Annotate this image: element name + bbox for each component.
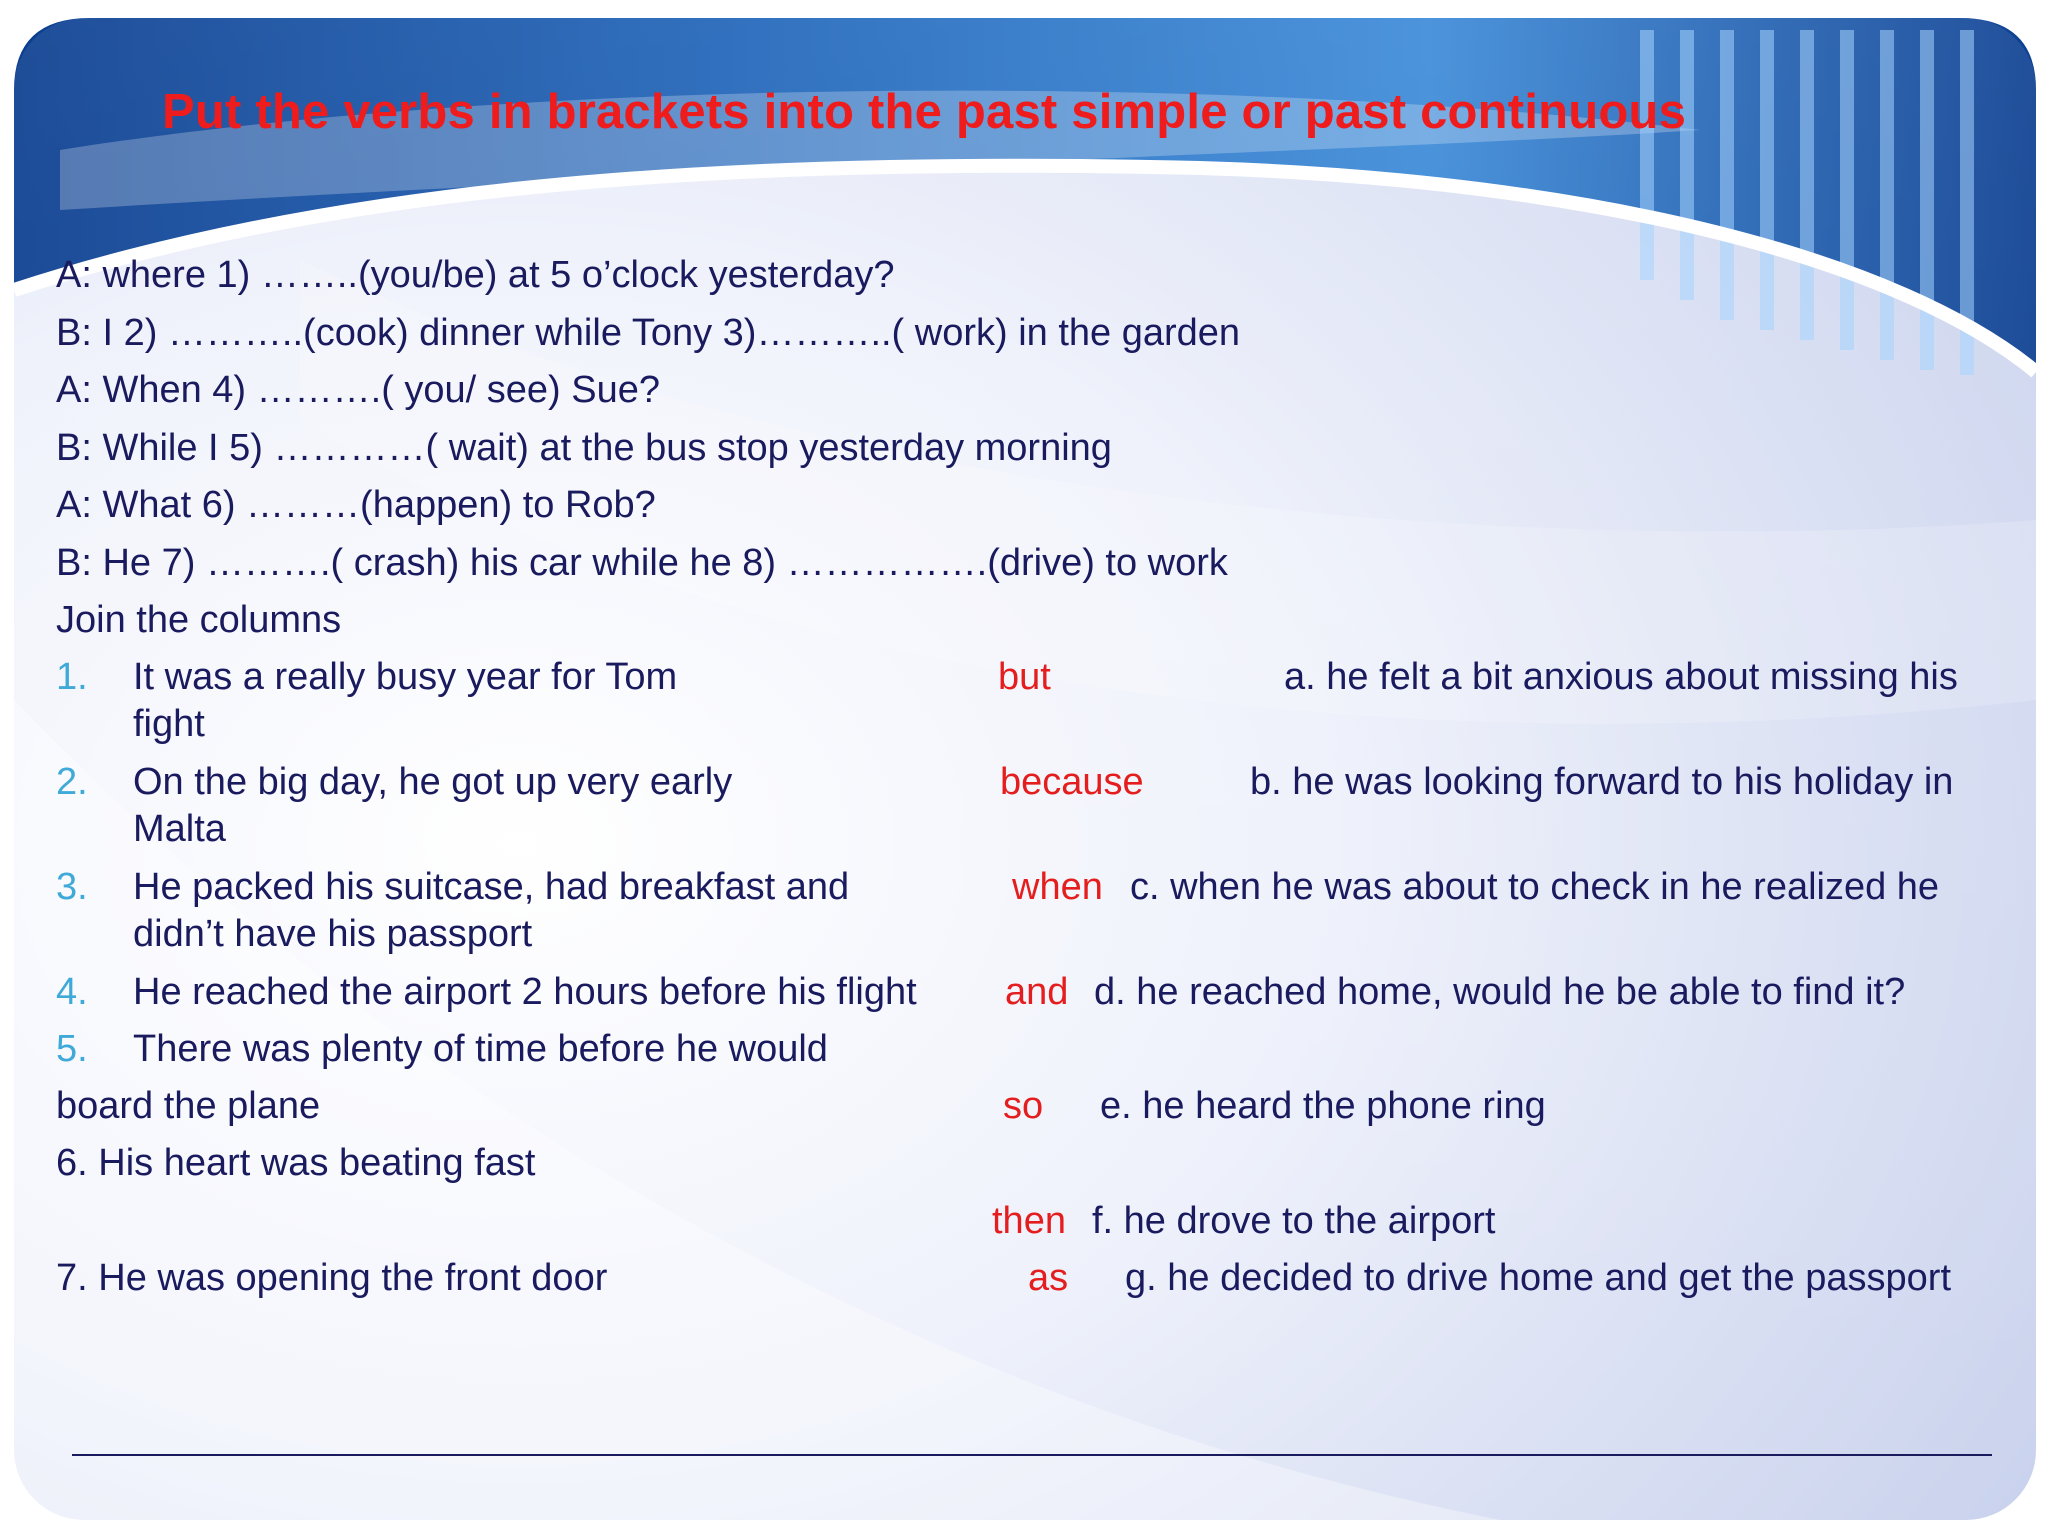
right-item-a: a. he felt a bit anxious about missing his xyxy=(1284,656,1958,698)
left-item-1-cont: fight xyxy=(133,703,205,745)
item-number-3: 3. xyxy=(56,866,88,908)
right-item-e: e. he heard the phone ring xyxy=(1100,1085,1546,1127)
right-item-b: b. he was looking forward to his holiday in xyxy=(1250,761,1954,803)
left-item-1: It was a really busy year for Tom xyxy=(133,656,678,698)
dialogue-line-1: A: where 1) ……..(you/be) at 5 o’clock yesterday? xyxy=(56,254,895,296)
left-item-3: He packed his suitcase, had breakfast and xyxy=(133,866,850,908)
left-item-2: On the big day, he got up very early xyxy=(133,761,733,803)
left-item-4: He reached the airport 2 hours before his flight xyxy=(133,971,917,1013)
dialogue-line-5: A: What 6) ………(happen) to Rob? xyxy=(56,484,656,526)
right-item-f: f. he drove to the airport xyxy=(1092,1200,1496,1242)
join-heading: Join the columns xyxy=(56,599,342,641)
connector-because: because xyxy=(1000,761,1144,803)
item-number-4: 4. xyxy=(56,971,88,1013)
dialogue-line-2: B: I 2) ………..(cook) dinner while Tony 3)………..( work) in the garden xyxy=(56,312,1241,354)
dialogue-line-3: A: When 4) ……….( you/ see) Sue? xyxy=(56,369,661,411)
left-item-7: 7. He was opening the front door xyxy=(56,1257,608,1299)
connector-so: so xyxy=(1003,1085,1044,1127)
left-item-3-cont: didn’t have his passport xyxy=(133,913,533,955)
footer-divider xyxy=(72,1454,1992,1456)
item-number-2: 2. xyxy=(56,761,88,803)
connector-but: but xyxy=(998,656,1051,698)
connector-and: and xyxy=(1005,971,1069,1013)
left-item-5: There was plenty of time before he would xyxy=(133,1028,828,1070)
left-item-2-cont: Malta xyxy=(133,808,226,850)
right-item-g: g. he decided to drive home and get the passport xyxy=(1125,1257,1951,1299)
left-item-6: 6. His heart was beating fast xyxy=(56,1142,536,1184)
item-number-1: 1. xyxy=(56,656,88,698)
connector-as: as xyxy=(1028,1257,1069,1299)
right-item-d: d. he reached home, would he be able to find it? xyxy=(1094,971,1906,1013)
dialogue-line-4: B: While I 5) …………( wait) at the bus stop yesterday morning xyxy=(56,427,1112,469)
slide-title: Put the verbs in brackets into the past simple or past continuous xyxy=(162,85,1687,139)
item-number-5: 5. xyxy=(56,1028,88,1070)
right-item-c: c. when he was about to check in he realized he xyxy=(1130,866,1940,908)
left-item-5-cont: board the plane xyxy=(56,1085,321,1127)
connector-then: then xyxy=(992,1200,1066,1242)
dialogue-line-6: B: He 7) ……….( crash) his car while he 8) …………….(drive) to work xyxy=(56,542,1228,584)
connector-when: when xyxy=(1012,866,1103,908)
